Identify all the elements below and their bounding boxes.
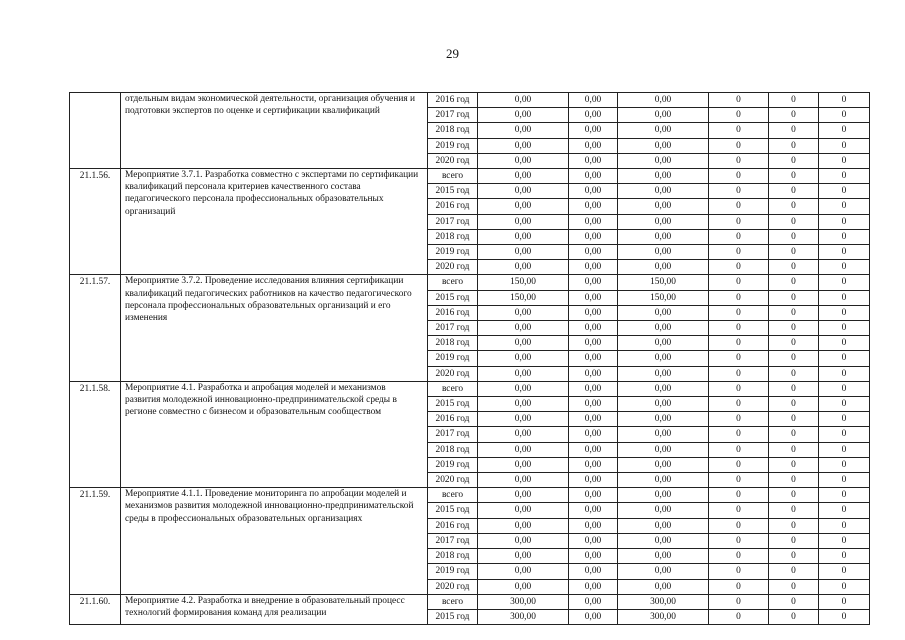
row-description: Мероприятие 4.1. Разработка и апробация моделей и механизмов развития молодежной инновационно-предпринимательской среды в регионе совместно с бизнесом и образовательным сообществом bbox=[121, 381, 428, 487]
value-cell: 0,00 bbox=[618, 427, 709, 442]
value-cell: 0 bbox=[819, 153, 870, 168]
value-cell: 0,00 bbox=[618, 260, 709, 275]
value-cell: 0 bbox=[769, 518, 819, 533]
value-cell: 0,00 bbox=[478, 245, 569, 260]
period-cell: 2015 год bbox=[428, 290, 478, 305]
value-cell: 0 bbox=[769, 336, 819, 351]
value-cell: 0,00 bbox=[618, 473, 709, 488]
value-cell: 0,00 bbox=[618, 199, 709, 214]
value-cell: 0,00 bbox=[478, 427, 569, 442]
value-cell: 0,00 bbox=[569, 138, 618, 153]
period-cell: 2017 год bbox=[428, 321, 478, 336]
period-cell: всего bbox=[428, 488, 478, 503]
value-cell: 0,00 bbox=[478, 473, 569, 488]
value-cell: 0,00 bbox=[478, 108, 569, 123]
value-cell: 0 bbox=[709, 533, 769, 548]
row-code bbox=[70, 93, 121, 169]
value-cell: 0,00 bbox=[569, 427, 618, 442]
period-cell: 2016 год bbox=[428, 412, 478, 427]
value-cell: 0 bbox=[709, 549, 769, 564]
value-cell: 0 bbox=[769, 609, 819, 624]
value-cell: 0,00 bbox=[618, 381, 709, 396]
value-cell: 0,00 bbox=[569, 564, 618, 579]
period-cell: 2020 год bbox=[428, 366, 478, 381]
value-cell: 0 bbox=[769, 169, 819, 184]
value-cell: 0 bbox=[819, 579, 870, 594]
value-cell: 300,00 bbox=[478, 594, 569, 609]
value-cell: 0 bbox=[769, 214, 819, 229]
value-cell: 0,00 bbox=[478, 199, 569, 214]
period-cell: 2016 год bbox=[428, 518, 478, 533]
value-cell: 0,00 bbox=[478, 123, 569, 138]
value-cell: 0 bbox=[819, 594, 870, 609]
period-cell: 2018 год bbox=[428, 229, 478, 244]
value-cell: 0,00 bbox=[618, 564, 709, 579]
value-cell: 0 bbox=[769, 457, 819, 472]
value-cell: 0,00 bbox=[569, 93, 618, 108]
value-cell: 0 bbox=[709, 290, 769, 305]
value-cell: 0,00 bbox=[478, 518, 569, 533]
value-cell: 0,00 bbox=[569, 442, 618, 457]
value-cell: 0,00 bbox=[618, 184, 709, 199]
value-cell: 0 bbox=[819, 564, 870, 579]
value-cell: 0,00 bbox=[478, 503, 569, 518]
table-row bbox=[70, 594, 870, 609]
value-cell: 0 bbox=[769, 245, 819, 260]
value-cell: 0,00 bbox=[618, 549, 709, 564]
value-cell: 0,00 bbox=[569, 549, 618, 564]
value-cell: 0,00 bbox=[618, 229, 709, 244]
table-row bbox=[70, 488, 870, 503]
value-cell: 0 bbox=[819, 123, 870, 138]
period-cell: 2020 год bbox=[428, 473, 478, 488]
value-cell: 0 bbox=[819, 381, 870, 396]
period-cell: 2017 год bbox=[428, 108, 478, 123]
value-cell: 0,00 bbox=[569, 351, 618, 366]
period-cell: всего bbox=[428, 594, 478, 609]
value-cell: 0 bbox=[819, 397, 870, 412]
value-cell: 0 bbox=[769, 321, 819, 336]
value-cell: 0,00 bbox=[569, 381, 618, 396]
value-cell: 0,00 bbox=[618, 366, 709, 381]
value-cell: 0,00 bbox=[478, 336, 569, 351]
value-cell: 0,00 bbox=[569, 518, 618, 533]
value-cell: 0,00 bbox=[478, 579, 569, 594]
value-cell: 0 bbox=[819, 169, 870, 184]
value-cell: 0 bbox=[709, 199, 769, 214]
period-cell: 2019 год bbox=[428, 138, 478, 153]
value-cell: 150,00 bbox=[618, 290, 709, 305]
value-cell: 0 bbox=[769, 533, 819, 548]
value-cell: 0 bbox=[769, 427, 819, 442]
value-cell: 0 bbox=[819, 93, 870, 108]
value-cell: 0 bbox=[819, 366, 870, 381]
value-cell: 0 bbox=[819, 412, 870, 427]
value-cell: 0 bbox=[709, 169, 769, 184]
row-description: Мероприятие 4.2. Разработка и внедрение в образовательный процесс технологий формирования команд для реализации bbox=[121, 594, 428, 624]
value-cell: 0,00 bbox=[569, 397, 618, 412]
period-cell: 2019 год bbox=[428, 245, 478, 260]
value-cell: 0 bbox=[819, 260, 870, 275]
value-cell: 0,00 bbox=[618, 488, 709, 503]
value-cell: 0,00 bbox=[618, 214, 709, 229]
value-cell: 0 bbox=[819, 184, 870, 199]
value-cell: 0,00 bbox=[569, 503, 618, 518]
row-code: 21.1.56. bbox=[70, 169, 121, 275]
value-cell: 0 bbox=[769, 275, 819, 290]
period-cell: 2016 год bbox=[428, 305, 478, 320]
value-cell: 0,00 bbox=[569, 473, 618, 488]
value-cell: 0 bbox=[709, 518, 769, 533]
value-cell: 0,00 bbox=[478, 488, 569, 503]
value-cell: 0 bbox=[709, 184, 769, 199]
value-cell: 0 bbox=[769, 381, 819, 396]
row-code: 21.1.58. bbox=[70, 381, 121, 487]
value-cell: 0,00 bbox=[569, 457, 618, 472]
value-cell: 0 bbox=[819, 473, 870, 488]
value-cell: 0,00 bbox=[478, 564, 569, 579]
value-cell: 0,00 bbox=[618, 169, 709, 184]
value-cell: 0,00 bbox=[618, 503, 709, 518]
value-cell: 0 bbox=[709, 123, 769, 138]
value-cell: 0,00 bbox=[618, 245, 709, 260]
table-row bbox=[70, 275, 870, 290]
period-cell: 2017 год bbox=[428, 427, 478, 442]
value-cell: 0 bbox=[819, 336, 870, 351]
value-cell: 0,00 bbox=[618, 305, 709, 320]
row-description: Мероприятие 3.7.2. Проведение исследования влияния сертификации квалификаций педагогических работников на качество педагогического персонала профессиональных образовательных организаций и его изменения bbox=[121, 275, 428, 381]
value-cell: 0 bbox=[819, 351, 870, 366]
value-cell: 0 bbox=[819, 290, 870, 305]
value-cell: 0 bbox=[819, 199, 870, 214]
row-description: отдельным видам экономической деятельности, организация обучения и подготовки экспертов по оценке и сертификации квалификаций bbox=[121, 93, 428, 169]
value-cell: 0,00 bbox=[478, 366, 569, 381]
value-cell: 0 bbox=[709, 321, 769, 336]
value-cell: 0 bbox=[769, 594, 819, 609]
page-number: 29 bbox=[446, 46, 459, 61]
value-cell: 0,00 bbox=[569, 412, 618, 427]
value-cell: 0 bbox=[709, 275, 769, 290]
value-cell: 0 bbox=[769, 184, 819, 199]
value-cell: 0,00 bbox=[618, 533, 709, 548]
value-cell: 150,00 bbox=[618, 275, 709, 290]
value-cell: 0 bbox=[709, 579, 769, 594]
value-cell: 0,00 bbox=[569, 594, 618, 609]
value-cell: 0,00 bbox=[569, 366, 618, 381]
value-cell: 0 bbox=[819, 457, 870, 472]
value-cell: 0,00 bbox=[478, 321, 569, 336]
value-cell: 0,00 bbox=[569, 579, 618, 594]
value-cell: 0,00 bbox=[569, 169, 618, 184]
value-cell: 0,00 bbox=[569, 214, 618, 229]
value-cell: 0,00 bbox=[478, 549, 569, 564]
value-cell: 0 bbox=[769, 93, 819, 108]
row-code: 21.1.57. bbox=[70, 275, 121, 381]
period-cell: 2020 год bbox=[428, 260, 478, 275]
value-cell: 0 bbox=[769, 412, 819, 427]
value-cell: 0,00 bbox=[618, 138, 709, 153]
row-description: Мероприятие 4.1.1. Проведение мониторинга по апробации моделей и механизмов развития молодежной инновационно-предпринимательской среды в профессиональных образовательных организациях bbox=[121, 488, 428, 594]
value-cell: 0 bbox=[769, 579, 819, 594]
value-cell: 0 bbox=[819, 533, 870, 548]
value-cell: 0,00 bbox=[569, 290, 618, 305]
period-cell: 2015 год bbox=[428, 503, 478, 518]
value-cell: 0 bbox=[819, 549, 870, 564]
period-cell: 2020 год bbox=[428, 579, 478, 594]
value-cell: 0,00 bbox=[618, 93, 709, 108]
value-cell: 0 bbox=[819, 275, 870, 290]
value-cell: 0,00 bbox=[569, 321, 618, 336]
value-cell: 0,00 bbox=[569, 336, 618, 351]
value-cell: 0,00 bbox=[478, 351, 569, 366]
value-cell: 0 bbox=[709, 609, 769, 624]
value-cell: 0,00 bbox=[569, 609, 618, 624]
value-cell: 0 bbox=[819, 321, 870, 336]
period-cell: всего bbox=[428, 381, 478, 396]
table-row bbox=[70, 381, 870, 396]
value-cell: 0 bbox=[769, 442, 819, 457]
value-cell: 0,00 bbox=[569, 533, 618, 548]
period-cell: 2017 год bbox=[428, 533, 478, 548]
period-cell: 2018 год bbox=[428, 336, 478, 351]
value-cell: 0 bbox=[769, 473, 819, 488]
row-code: 21.1.60. bbox=[70, 594, 121, 624]
value-cell: 0 bbox=[709, 229, 769, 244]
value-cell: 0,00 bbox=[569, 153, 618, 168]
value-cell: 0,00 bbox=[569, 488, 618, 503]
value-cell: 0 bbox=[769, 366, 819, 381]
value-cell: 0 bbox=[709, 397, 769, 412]
value-cell: 0,00 bbox=[618, 153, 709, 168]
value-cell: 0,00 bbox=[569, 245, 618, 260]
value-cell: 0,00 bbox=[569, 229, 618, 244]
period-cell: 2015 год bbox=[428, 397, 478, 412]
value-cell: 0,00 bbox=[569, 184, 618, 199]
row-description: Мероприятие 3.7.1. Разработка совместно с экспертами по сертификации квалификаций персонала критериев качественного состава педагогического персонала профессиональных образовательных организаций bbox=[121, 169, 428, 275]
value-cell: 0,00 bbox=[618, 336, 709, 351]
period-cell: 2018 год bbox=[428, 442, 478, 457]
value-cell: 0 bbox=[769, 229, 819, 244]
value-cell: 0 bbox=[709, 503, 769, 518]
value-cell: 0 bbox=[769, 260, 819, 275]
value-cell: 0 bbox=[769, 488, 819, 503]
value-cell: 150,00 bbox=[478, 275, 569, 290]
value-cell: 0 bbox=[709, 564, 769, 579]
period-cell: 2018 год bbox=[428, 123, 478, 138]
value-cell: 0,00 bbox=[478, 169, 569, 184]
period-cell: всего bbox=[428, 169, 478, 184]
value-cell: 0,00 bbox=[569, 275, 618, 290]
value-cell: 150,00 bbox=[478, 290, 569, 305]
value-cell: 0 bbox=[769, 549, 819, 564]
period-cell: 2019 год bbox=[428, 564, 478, 579]
value-cell: 0 bbox=[709, 260, 769, 275]
value-cell: 0,00 bbox=[478, 138, 569, 153]
period-cell: всего bbox=[428, 275, 478, 290]
value-cell: 0,00 bbox=[569, 260, 618, 275]
value-cell: 0,00 bbox=[618, 123, 709, 138]
value-cell: 0,00 bbox=[478, 381, 569, 396]
value-cell: 0 bbox=[819, 305, 870, 320]
value-cell: 300,00 bbox=[618, 609, 709, 624]
value-cell: 0,00 bbox=[569, 199, 618, 214]
value-cell: 0,00 bbox=[478, 153, 569, 168]
value-cell: 0,00 bbox=[478, 184, 569, 199]
table-row bbox=[70, 169, 870, 184]
value-cell: 0 bbox=[709, 351, 769, 366]
value-cell: 0 bbox=[819, 108, 870, 123]
value-cell: 0,00 bbox=[478, 305, 569, 320]
value-cell: 0 bbox=[769, 503, 819, 518]
period-cell: 2016 год bbox=[428, 93, 478, 108]
value-cell: 0 bbox=[769, 153, 819, 168]
budget-table bbox=[69, 92, 870, 625]
value-cell: 0 bbox=[819, 229, 870, 244]
value-cell: 0 bbox=[819, 488, 870, 503]
value-cell: 0 bbox=[709, 108, 769, 123]
value-cell: 0,00 bbox=[618, 321, 709, 336]
period-cell: 2016 год bbox=[428, 199, 478, 214]
value-cell: 0 bbox=[769, 564, 819, 579]
value-cell: 0,00 bbox=[478, 93, 569, 108]
value-cell: 0,00 bbox=[478, 412, 569, 427]
value-cell: 0,00 bbox=[478, 229, 569, 244]
value-cell: 0 bbox=[709, 93, 769, 108]
period-cell: 2015 год bbox=[428, 609, 478, 624]
value-cell: 0,00 bbox=[618, 518, 709, 533]
value-cell: 0,00 bbox=[478, 442, 569, 457]
value-cell: 0 bbox=[819, 609, 870, 624]
value-cell: 0 bbox=[709, 457, 769, 472]
value-cell: 0,00 bbox=[618, 457, 709, 472]
value-cell: 0 bbox=[769, 138, 819, 153]
value-cell: 0 bbox=[769, 397, 819, 412]
value-cell: 0 bbox=[709, 305, 769, 320]
period-cell: 2018 год bbox=[428, 549, 478, 564]
value-cell: 0 bbox=[709, 427, 769, 442]
value-cell: 0 bbox=[709, 488, 769, 503]
value-cell: 0 bbox=[709, 245, 769, 260]
value-cell: 0 bbox=[819, 442, 870, 457]
value-cell: 0 bbox=[709, 336, 769, 351]
value-cell: 0,00 bbox=[478, 397, 569, 412]
value-cell: 300,00 bbox=[478, 609, 569, 624]
value-cell: 0 bbox=[709, 138, 769, 153]
value-cell: 0 bbox=[819, 503, 870, 518]
value-cell: 0,00 bbox=[618, 351, 709, 366]
value-cell: 0,00 bbox=[478, 457, 569, 472]
value-cell: 0 bbox=[819, 427, 870, 442]
table-row bbox=[70, 93, 870, 108]
value-cell: 0 bbox=[819, 138, 870, 153]
value-cell: 0,00 bbox=[569, 108, 618, 123]
value-cell: 0,00 bbox=[478, 533, 569, 548]
value-cell: 0 bbox=[769, 199, 819, 214]
value-cell: 0 bbox=[819, 214, 870, 229]
value-cell: 0,00 bbox=[618, 412, 709, 427]
value-cell: 0,00 bbox=[618, 442, 709, 457]
value-cell: 0 bbox=[819, 245, 870, 260]
value-cell: 0,00 bbox=[618, 397, 709, 412]
period-cell: 2019 год bbox=[428, 457, 478, 472]
period-cell: 2019 год bbox=[428, 351, 478, 366]
value-cell: 0,00 bbox=[478, 214, 569, 229]
value-cell: 0 bbox=[769, 351, 819, 366]
value-cell: 0 bbox=[709, 153, 769, 168]
value-cell: 0,00 bbox=[569, 305, 618, 320]
value-cell: 0 bbox=[769, 290, 819, 305]
value-cell: 0 bbox=[709, 473, 769, 488]
value-cell: 0 bbox=[709, 214, 769, 229]
value-cell: 0 bbox=[709, 381, 769, 396]
value-cell: 0 bbox=[769, 108, 819, 123]
value-cell: 0 bbox=[709, 594, 769, 609]
value-cell: 0 bbox=[769, 123, 819, 138]
period-cell: 2017 год bbox=[428, 214, 478, 229]
value-cell: 0 bbox=[709, 442, 769, 457]
value-cell: 0 bbox=[819, 518, 870, 533]
row-code: 21.1.59. bbox=[70, 488, 121, 594]
value-cell: 0,00 bbox=[618, 108, 709, 123]
period-cell: 2015 год bbox=[428, 184, 478, 199]
value-cell: 0,00 bbox=[618, 579, 709, 594]
value-cell: 0,00 bbox=[569, 123, 618, 138]
value-cell: 0 bbox=[709, 412, 769, 427]
value-cell: 300,00 bbox=[618, 594, 709, 609]
value-cell: 0 bbox=[769, 305, 819, 320]
value-cell: 0,00 bbox=[478, 260, 569, 275]
period-cell: 2020 год bbox=[428, 153, 478, 168]
value-cell: 0 bbox=[709, 366, 769, 381]
